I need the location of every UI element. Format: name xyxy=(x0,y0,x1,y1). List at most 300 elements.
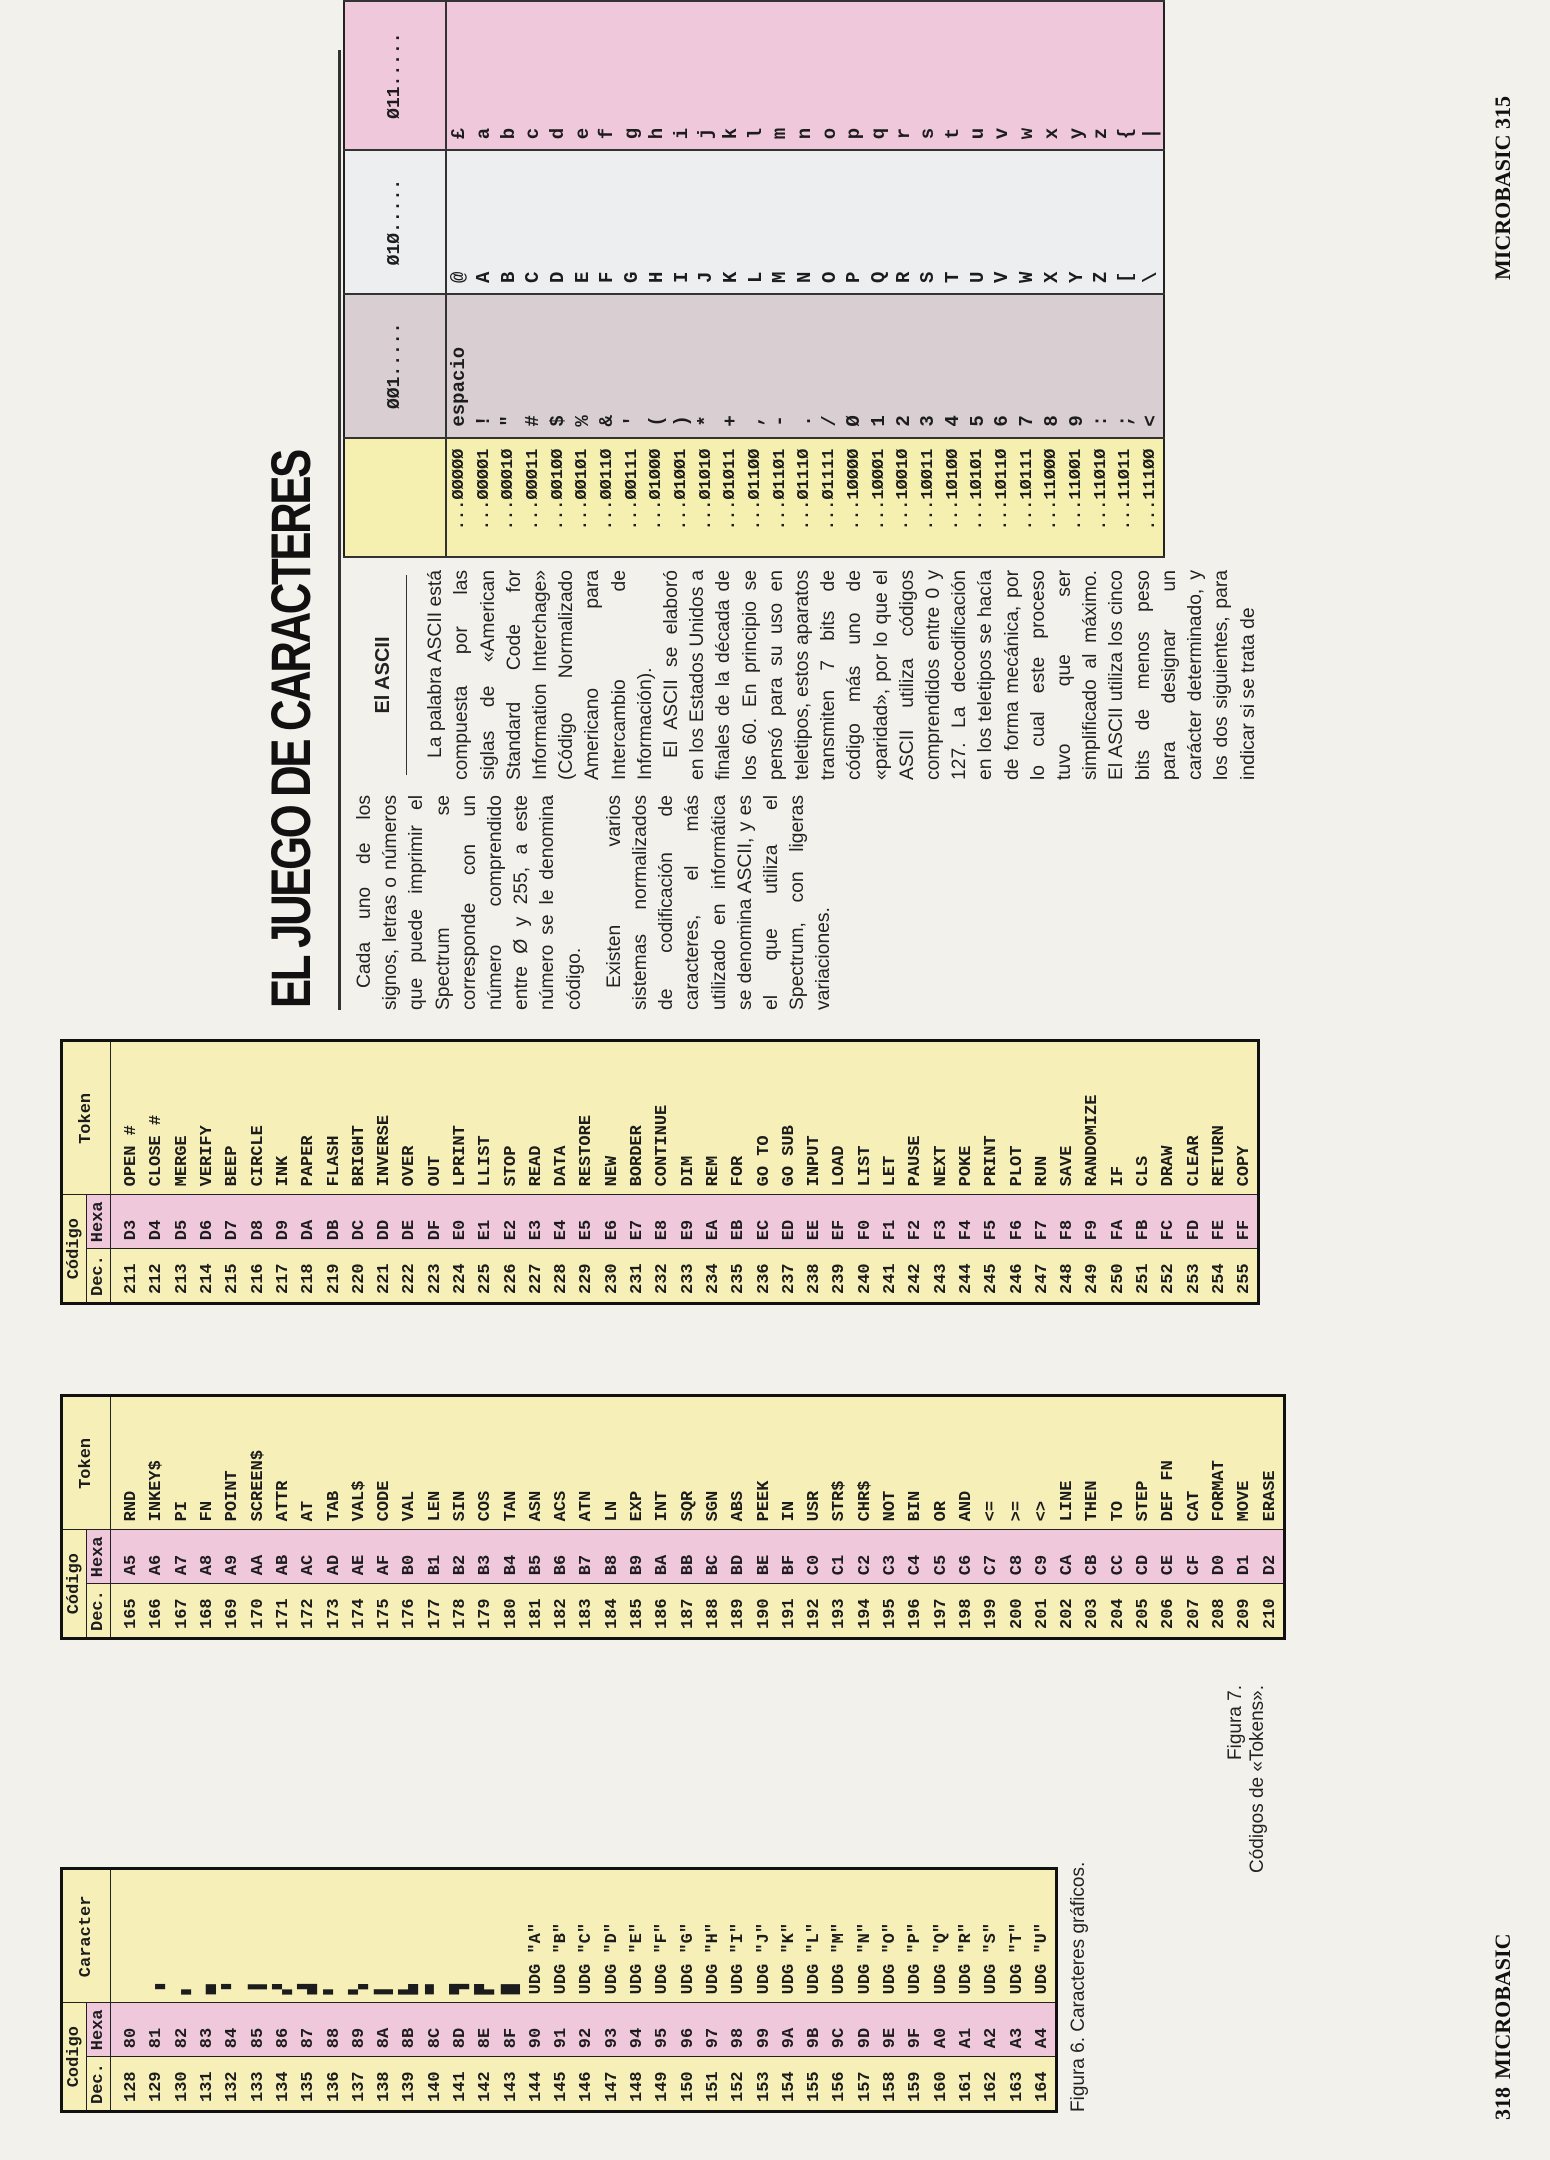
table-row xyxy=(676,1396,701,1639)
cell-hex: BF xyxy=(777,1530,802,1584)
ascii-cell-c2: J xyxy=(694,150,719,294)
table-row xyxy=(347,1869,372,2112)
table-row xyxy=(853,1869,878,2112)
table-row xyxy=(549,1396,574,1639)
ascii-row xyxy=(916,1,941,557)
cell-dec: 155 xyxy=(802,2057,827,2112)
table-row xyxy=(245,1041,270,1304)
cell-tok: CLEAR xyxy=(1181,1041,1206,1195)
table-row xyxy=(119,1041,144,1304)
ascii-cell-c2: @ xyxy=(446,150,472,294)
cell-hex: AB xyxy=(271,1530,296,1584)
cell-dec: 160 xyxy=(929,2057,954,2112)
cell-dec: 137 xyxy=(347,2057,372,2112)
cell-dec: 206 xyxy=(1156,1584,1181,1639)
cell-hex: DD xyxy=(372,1195,397,1249)
table-row xyxy=(423,1869,448,2112)
ascii-row xyxy=(546,1,571,557)
cell-hex: C9 xyxy=(1030,1530,1055,1584)
cell-hex: D0 xyxy=(1207,1530,1232,1584)
ascii-cell-c3: d xyxy=(546,1,571,150)
cell-tok: VAL xyxy=(397,1396,422,1530)
cell-dec: 194 xyxy=(853,1584,878,1639)
cell-dec: 186 xyxy=(650,1584,675,1639)
table-row xyxy=(321,1869,346,2112)
table-row xyxy=(321,1041,346,1304)
cell-dec: 167 xyxy=(170,1584,195,1639)
cell-hex: BA xyxy=(650,1530,675,1584)
table-row xyxy=(1004,1869,1029,2112)
cell-dec: 232 xyxy=(650,1249,675,1304)
cell-tok: CODE xyxy=(372,1396,397,1530)
table-row xyxy=(827,1869,852,2112)
cell-hex: F7 xyxy=(1030,1195,1055,1249)
cell-car: ▀ xyxy=(423,1869,448,2003)
cell-hex: A4 xyxy=(1030,2003,1057,2057)
cell-hex: E6 xyxy=(600,1195,625,1249)
header-codigo: Código xyxy=(62,1530,87,1639)
cell-tok: OUT xyxy=(423,1041,448,1195)
cell-dec: 180 xyxy=(498,1584,523,1639)
cell-car: UDG "S" xyxy=(979,1869,1004,2003)
table-row xyxy=(979,1041,1004,1304)
table-row xyxy=(726,1396,751,1639)
cell-hex: A1 xyxy=(954,2003,979,2057)
ascii-row xyxy=(965,1,990,557)
ascii-cell-c2: X xyxy=(1040,150,1065,294)
cell-car: ▄ xyxy=(195,1869,220,2003)
cell-car: UDG "Q" xyxy=(929,1869,954,2003)
ascii-cell-c1: 1 xyxy=(867,294,892,438)
cell-car: ▜ xyxy=(448,1869,473,2003)
cell-dec: 149 xyxy=(650,2057,675,2112)
ascii-cell-bin: ...1Ø1ØØ xyxy=(941,438,966,557)
table-row xyxy=(119,1396,144,1639)
cell-car: UDG "A" xyxy=(524,1869,549,2003)
figure-7-caption-line2: Códigos de «Tokens». xyxy=(1247,1685,1268,1874)
cell-dec: 236 xyxy=(751,1249,776,1304)
cell-dec: 152 xyxy=(726,2057,751,2112)
table-row xyxy=(827,1396,852,1639)
article-paragraph-4: El ASCII se elaboró en los Estados Unidos a finales de la década de los 60. En principio se pensó para su uso en teletipos, estos aparatos transmiten 7 bits de código más uno de «paridad», por lo que el ASCII utiliza códigos comprendidos entre 0 y 127. La decodificación en los teletipos se hacía de forma mecánica, por lo cual este proceso tuvo que ser simplificado al máximo. El ASCII utiliza los cinco bits de menos peso para designar un carácter determinado, y los dos siguientes, para indicar si se trata de xyxy=(661,570,1259,780)
cell-hex: 9A xyxy=(777,2003,802,2057)
cell-hex: 82 xyxy=(170,2003,195,2057)
ascii-cell-c1: 3 xyxy=(916,294,941,438)
cell-hex: F9 xyxy=(1080,1195,1105,1249)
ascii-cell-c3: y xyxy=(1064,1,1089,150)
cell-dec: 241 xyxy=(878,1249,903,1304)
cell-car: ▛ xyxy=(473,1869,498,2003)
footer-right-title: MICROBASIC xyxy=(1490,134,1515,280)
article-paragraph-1: Cada uno de los signos, letras o números que puede imprimir el Spectrum se corresponde con un número comprendido entre Ø y 255, a este número se le denomina código. xyxy=(354,795,585,1010)
title-rule xyxy=(338,50,341,1010)
cell-hex: A3 xyxy=(1004,2003,1029,2057)
cell-tok: STR$ xyxy=(827,1396,852,1530)
cell-dec: 197 xyxy=(929,1584,954,1639)
cell-tok: ASN xyxy=(524,1396,549,1530)
ascii-row xyxy=(719,1,744,557)
cell-dec: 140 xyxy=(423,2057,448,2112)
table-row xyxy=(777,1396,802,1639)
table-row xyxy=(979,1396,1004,1639)
table-row xyxy=(1207,1396,1232,1639)
table-row xyxy=(625,1869,650,2112)
table-row xyxy=(524,1041,549,1304)
cell-tok: PAPER xyxy=(296,1041,321,1195)
ascii-row xyxy=(669,1,694,557)
ascii-header-bits xyxy=(344,438,446,557)
footer-left xyxy=(1490,1934,1516,2120)
cell-dec: 247 xyxy=(1030,1249,1055,1304)
ascii-cell-bin: ...Ø1ØØ1 xyxy=(669,438,694,557)
cell-dec: 239 xyxy=(827,1249,852,1304)
cell-dec: 224 xyxy=(448,1249,473,1304)
cell-tok: ERASE xyxy=(1257,1396,1284,1530)
ascii-cell-c3: c xyxy=(521,1,546,150)
cell-tok: RANDOMIZE xyxy=(1080,1041,1105,1195)
footer-left-title: MICROBASIC xyxy=(1490,1933,1515,2079)
cell-car: UDG "E" xyxy=(625,1869,650,2003)
cell-tok: MOVE xyxy=(1232,1396,1257,1530)
cell-dec: 246 xyxy=(1004,1249,1029,1304)
ascii-cell-c2: Q xyxy=(867,150,892,294)
cell-dec: 250 xyxy=(1106,1249,1131,1304)
ascii-cell-c1: espacio xyxy=(446,294,472,438)
ascii-cell-c2: G xyxy=(620,150,645,294)
cell-tok: REM xyxy=(701,1041,726,1195)
table-row xyxy=(372,1041,397,1304)
cell-dec: 170 xyxy=(245,1584,270,1639)
cell-dec: 130 xyxy=(170,2057,195,2112)
ascii-cell-c3: i xyxy=(669,1,694,150)
cell-tok: STEP xyxy=(1131,1396,1156,1530)
table-row xyxy=(574,1869,599,2112)
table-row xyxy=(853,1041,878,1304)
table-row xyxy=(296,1396,321,1639)
table-row xyxy=(473,1041,498,1304)
ascii-cell-c2: S xyxy=(916,150,941,294)
cell-hex: 89 xyxy=(347,2003,372,2057)
cell-hex: 9D xyxy=(853,2003,878,2057)
ascii-cell-c3: r xyxy=(891,1,916,150)
footer-left-page: 318 xyxy=(1490,2087,1515,2120)
ascii-cell-bin: ...1ØØ11 xyxy=(916,438,941,557)
ascii-cell-c3: p xyxy=(842,1,867,150)
header-caracter: Caracter xyxy=(62,1869,111,2003)
cell-tok: PLOT xyxy=(1004,1041,1029,1195)
ascii-header-001: ØØ1..... xyxy=(344,294,446,438)
cell-car: ▘ xyxy=(321,1869,346,2003)
cell-dec: 141 xyxy=(448,2057,473,2112)
ascii-header-011: Ø11..... xyxy=(344,1,446,150)
ascii-cell-c3: o xyxy=(817,1,842,150)
cell-tok: THEN xyxy=(1080,1396,1105,1530)
cell-hex: 9B xyxy=(802,2003,827,2057)
cell-car: UDG "C" xyxy=(574,1869,599,2003)
cell-hex: 92 xyxy=(574,2003,599,2057)
cell-hex: AC xyxy=(296,1530,321,1584)
cell-dec: 190 xyxy=(751,1584,776,1639)
cell-car: UDG "O" xyxy=(878,1869,903,2003)
cell-dec: 158 xyxy=(878,2057,903,2112)
ascii-cell-c3: x xyxy=(1040,1,1065,150)
cell-hex: CB xyxy=(1080,1530,1105,1584)
table-row xyxy=(170,1396,195,1639)
table-row xyxy=(574,1041,599,1304)
table-row xyxy=(524,1396,549,1639)
cell-hex: F0 xyxy=(853,1195,878,1249)
subhead-rule xyxy=(406,575,407,775)
table-row xyxy=(423,1396,448,1639)
cell-dec: 253 xyxy=(1181,1249,1206,1304)
figure-7-caption xyxy=(1225,1685,1269,2105)
cell-hex: C3 xyxy=(878,1530,903,1584)
cell-dec: 184 xyxy=(600,1584,625,1639)
ascii-cell-bin: ...Ø1ØØØ xyxy=(645,438,670,557)
cell-tok: BORDER xyxy=(625,1041,650,1195)
ascii-cell-bin: ...1ØØ1Ø xyxy=(891,438,916,557)
ascii-cell-c2: T xyxy=(941,150,966,294)
cell-hex: A7 xyxy=(170,1530,195,1584)
cell-dec: 156 xyxy=(827,2057,852,2112)
cell-hex: DE xyxy=(397,1195,422,1249)
table-row xyxy=(498,1041,523,1304)
ascii-row xyxy=(645,1,670,557)
cell-hex: BD xyxy=(726,1530,751,1584)
cell-hex: ED xyxy=(777,1195,802,1249)
cell-tok: <> xyxy=(1030,1396,1055,1530)
cell-tok: CIRCLE xyxy=(245,1041,270,1195)
cell-dec: 136 xyxy=(321,2057,346,2112)
table-row xyxy=(448,1041,473,1304)
cell-dec: 153 xyxy=(751,2057,776,2112)
ascii-cell-c1: ' xyxy=(620,294,645,438)
cell-hex: B6 xyxy=(549,1530,574,1584)
ascii-cell-c2: N xyxy=(793,150,818,294)
cell-dec: 146 xyxy=(574,2057,599,2112)
cell-tok: POINT xyxy=(220,1396,245,1530)
cell-tok: VERIFY xyxy=(195,1041,220,1195)
figure-6-caption: Figura 6. Caracteres gráficos. xyxy=(1068,1861,1089,2112)
cell-tok: LPRINT xyxy=(448,1041,473,1195)
ascii-cell-c1: ) xyxy=(669,294,694,438)
ascii-cell-bin: ...1Ø111 xyxy=(1015,438,1040,557)
ascii-cell-c3: m xyxy=(768,1,793,150)
table-row xyxy=(1055,1041,1080,1304)
cell-dec: 252 xyxy=(1156,1249,1181,1304)
header-dec: Dec. xyxy=(87,2057,111,2112)
ascii-cell-c1: < xyxy=(1138,294,1164,438)
table-row xyxy=(321,1396,346,1639)
ascii-row xyxy=(1138,1,1164,557)
cell-hex: 8A xyxy=(372,2003,397,2057)
cell-tok: SCREEN$ xyxy=(245,1396,270,1530)
cell-hex: AD xyxy=(321,1530,346,1584)
cell-dec: 177 xyxy=(423,1584,448,1639)
cell-hex: AE xyxy=(347,1530,372,1584)
table-row xyxy=(397,1869,422,2112)
ascii-cell-bin: ...111ØØ xyxy=(1138,438,1164,557)
ascii-cell-c2: F xyxy=(595,150,620,294)
cell-tok: CLS xyxy=(1131,1041,1156,1195)
table-row xyxy=(929,1041,954,1304)
ascii-cell-c1: ; xyxy=(1114,294,1139,438)
ascii-cell-bin: ...ØØ111 xyxy=(620,438,645,557)
ascii-cell-c3: w xyxy=(1015,1,1040,150)
cell-car: UDG "M" xyxy=(827,1869,852,2003)
ascii-cell-c1: & xyxy=(595,294,620,438)
cell-hex: 90 xyxy=(524,2003,549,2057)
ascii-cell-c1: $ xyxy=(546,294,571,438)
cell-tok: COS xyxy=(473,1396,498,1530)
cell-tok: PI xyxy=(170,1396,195,1530)
ascii-cell-c2: H xyxy=(645,150,670,294)
table-row xyxy=(676,1869,701,2112)
table-row xyxy=(878,1041,903,1304)
cell-hex: BB xyxy=(676,1530,701,1584)
cell-hex: B8 xyxy=(600,1530,625,1584)
cell-dec: 168 xyxy=(195,1584,220,1639)
cell-hex: B4 xyxy=(498,1530,523,1584)
table-row xyxy=(1232,1041,1259,1304)
cell-tok: LIST xyxy=(853,1041,878,1195)
cell-car: UDG "D" xyxy=(600,1869,625,2003)
cell-tok: ACS xyxy=(549,1396,574,1530)
cell-car: UDG "I" xyxy=(726,1869,751,2003)
table-row xyxy=(448,1396,473,1639)
cell-hex: BC xyxy=(701,1530,726,1584)
ascii-row xyxy=(990,1,1015,557)
cell-tok: CHR$ xyxy=(853,1396,878,1530)
table-row xyxy=(903,1869,928,2112)
cell-hex: D4 xyxy=(144,1195,169,1249)
cell-car: ▞ xyxy=(271,1869,296,2003)
cell-dec: 217 xyxy=(271,1249,296,1304)
cell-hex: 83 xyxy=(195,2003,220,2057)
cell-tok: INPUT xyxy=(802,1041,827,1195)
cell-hex: 88 xyxy=(321,2003,346,2057)
ascii-cell-bin: ...11ØØØ xyxy=(1040,438,1065,557)
cell-dec: 199 xyxy=(979,1584,1004,1639)
cell-tok: PEEK xyxy=(751,1396,776,1530)
table-row xyxy=(751,1869,776,2112)
cell-tok: LOAD xyxy=(827,1041,852,1195)
ascii-row xyxy=(521,1,546,557)
table-row xyxy=(549,1869,574,2112)
ascii-cell-c1: 8 xyxy=(1040,294,1065,438)
cell-tok: READ xyxy=(524,1041,549,1195)
ascii-row xyxy=(1040,1,1065,557)
cell-hex: CF xyxy=(1181,1530,1206,1584)
cell-dec: 172 xyxy=(296,1584,321,1639)
ascii-cell-c3: j xyxy=(694,1,719,150)
cell-tok: ATN xyxy=(574,1396,599,1530)
cell-hex: 8C xyxy=(423,2003,448,2057)
ascii-cell-c2: \ xyxy=(1138,150,1164,294)
cell-hex: 87 xyxy=(296,2003,321,2057)
cell-car: ▖ xyxy=(170,1869,195,2003)
cell-hex: FB xyxy=(1131,1195,1156,1249)
cell-dec: 162 xyxy=(979,2057,1004,2112)
ascii-cell-c1: * xyxy=(694,294,719,438)
cell-tok: IN xyxy=(777,1396,802,1530)
table-row xyxy=(372,1396,397,1639)
ascii-row xyxy=(867,1,892,557)
cell-car: UDG "H" xyxy=(701,1869,726,2003)
ascii-cell-c1: 9 xyxy=(1064,294,1089,438)
table-row xyxy=(1131,1396,1156,1639)
cell-hex: DC xyxy=(347,1195,372,1249)
table-row xyxy=(347,1041,372,1304)
ascii-row xyxy=(842,1,867,557)
ascii-cell-c2: E xyxy=(570,150,595,294)
cell-dec: 191 xyxy=(777,1584,802,1639)
ascii-cell-c1: ! xyxy=(472,294,497,438)
cell-dec: 215 xyxy=(220,1249,245,1304)
cell-dec: 212 xyxy=(144,1249,169,1304)
cell-hex: DA xyxy=(296,1195,321,1249)
cell-dec: 218 xyxy=(296,1249,321,1304)
cell-hex: B9 xyxy=(625,1530,650,1584)
cell-dec: 179 xyxy=(473,1584,498,1639)
cell-dec: 135 xyxy=(296,2057,321,2112)
cell-dec: 219 xyxy=(321,1249,346,1304)
cell-hex: 8B xyxy=(397,2003,422,2057)
cell-tok: OPEN # xyxy=(119,1041,144,1195)
cell-tok: GO SUB xyxy=(777,1041,802,1195)
cell-tok: LINE xyxy=(1055,1396,1080,1530)
cell-dec: 181 xyxy=(524,1584,549,1639)
cell-dec: 147 xyxy=(600,2057,625,2112)
cell-hex: E9 xyxy=(676,1195,701,1249)
cell-dec: 164 xyxy=(1030,2057,1057,2112)
cell-tok: INVERSE xyxy=(372,1041,397,1195)
cell-car: UDG "B" xyxy=(549,1869,574,2003)
cell-tok: TAB xyxy=(321,1396,346,1530)
cell-tok: LET xyxy=(878,1041,903,1195)
ascii-cell-c3: q xyxy=(867,1,892,150)
table-row xyxy=(1232,1396,1257,1639)
cell-hex: C5 xyxy=(929,1530,954,1584)
cell-dec: 234 xyxy=(701,1249,726,1304)
cell-hex: A6 xyxy=(144,1530,169,1584)
cell-hex: FA xyxy=(1106,1195,1131,1249)
cell-tok: OVER xyxy=(397,1041,422,1195)
table-row xyxy=(751,1041,776,1304)
cell-dec: 229 xyxy=(574,1249,599,1304)
cell-dec: 132 xyxy=(220,2057,245,2112)
cell-hex: 99 xyxy=(751,2003,776,2057)
table-row xyxy=(1207,1041,1232,1304)
table-row xyxy=(954,1041,979,1304)
cell-hex: 81 xyxy=(144,2003,169,2057)
cell-dec: 204 xyxy=(1106,1584,1131,1639)
table-row xyxy=(1080,1396,1105,1639)
cell-hex: FC xyxy=(1156,1195,1181,1249)
table-row xyxy=(1131,1041,1156,1304)
ascii-cell-bin: ...Ø1Ø1Ø xyxy=(694,438,719,557)
article-column-1 xyxy=(352,795,838,1010)
table-row xyxy=(1055,1396,1080,1639)
table-row xyxy=(473,1869,498,2112)
cell-hex: A2 xyxy=(979,2003,1004,2057)
cell-hex: EE xyxy=(802,1195,827,1249)
table-row xyxy=(220,1396,245,1639)
ascii-cell-c3: | xyxy=(1138,1,1164,150)
table-row xyxy=(1156,1396,1181,1639)
cell-hex: C1 xyxy=(827,1530,852,1584)
table-row xyxy=(650,1396,675,1639)
